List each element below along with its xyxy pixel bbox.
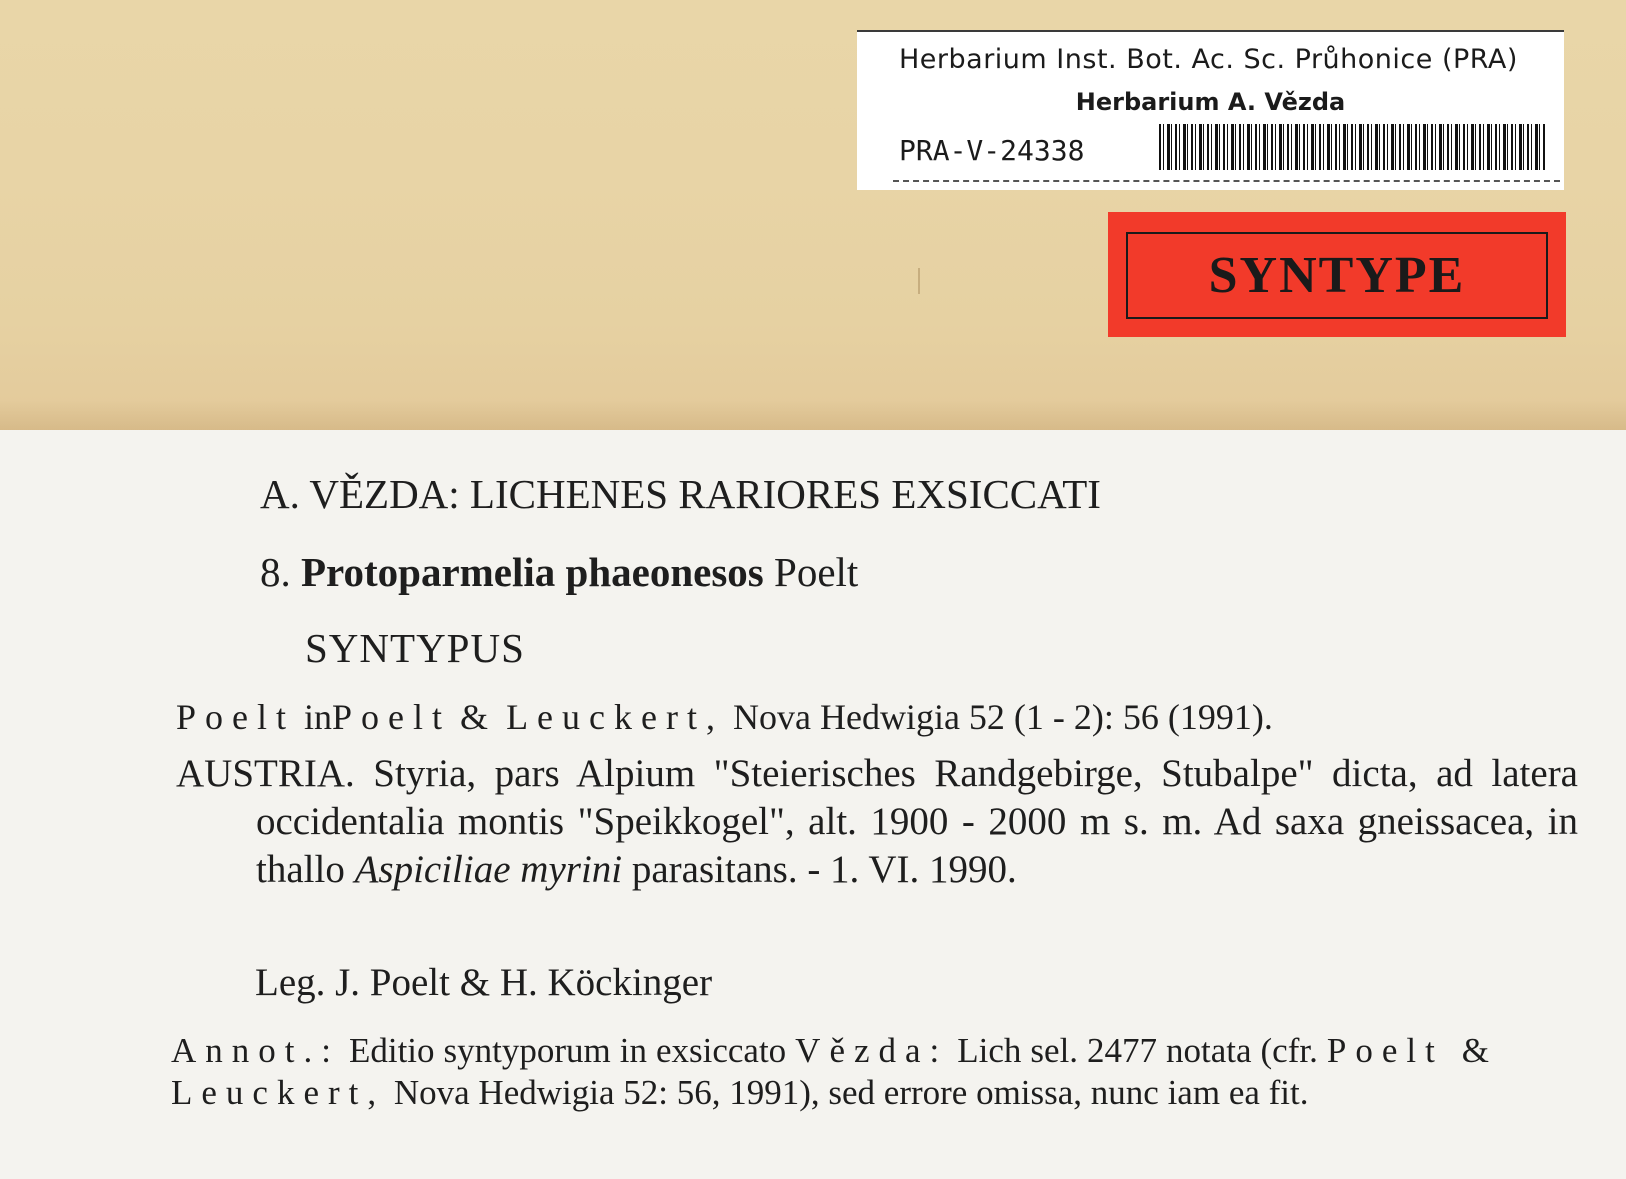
annotation-label: Annot.:	[171, 1031, 340, 1070]
citation	[176, 696, 1273, 738]
citation-in: in	[304, 697, 333, 737]
specimen-id: PRA-V-24338	[899, 134, 1085, 167]
envelope-shadow	[0, 400, 1626, 430]
locality-text	[176, 750, 1578, 894]
annotation	[171, 1030, 1498, 1114]
barcode	[1159, 124, 1547, 170]
species-author: Poelt	[774, 549, 859, 595]
syntype-stamp	[1108, 212, 1566, 337]
species-line	[260, 548, 858, 596]
locality-part2: parasitans. - 1. VI. 1990.	[631, 848, 1017, 891]
series-title: A. VĚZDA: LICHENES RARIORES EXSICCATI	[260, 471, 1101, 517]
stamp-border	[1126, 232, 1548, 319]
annotation-text1: Editio syntyporum in exsiccato	[348, 1031, 787, 1070]
herbarium-name: Herbarium A. Vězda	[1075, 88, 1346, 116]
citation-author3: Leuckert,	[506, 697, 724, 737]
annotation-authors: Poelt & Leuckert,	[171, 1031, 1499, 1112]
type-status: SYNTYPUS	[305, 625, 525, 671]
citation-ampersand: &	[460, 697, 498, 737]
annotation-text3: Nova Hedwigia 52: 56, 1991), sed errore omissa, nunc iam ea fit.	[393, 1073, 1309, 1112]
citation-reference: Nova Hedwigia 52 (1 - 2): 56 (1991).	[732, 697, 1273, 737]
paper-crease	[918, 268, 920, 294]
cut-line	[893, 180, 1560, 182]
collector-line: Leg. J. Poelt & H. Köckinger	[255, 961, 713, 1004]
locality-part1: AUSTRIA. Styria, pars Alpium "Steierisches Randgebirge, Stubalpe" dicta, ad latera occidentalia montis "Speikkogel", alt. 1900 - 2000 m s. m. Ad saxa gneissacea, in thallo	[176, 752, 1578, 891]
institution-name: Herbarium Inst. Bot. Ac. Sc. Průhonice (PRA)	[899, 44, 1518, 75]
annotation-text2: Lich sel. 2477 notata (cfr.	[957, 1031, 1318, 1070]
species-name: Protoparmelia phaeonesos	[301, 549, 764, 595]
citation-author2: Poelt	[332, 697, 452, 737]
citation-author: Poelt	[176, 697, 296, 737]
annotation-exsiccata: Vězda:	[795, 1031, 949, 1070]
stamp-text: SYNTYPE	[1208, 247, 1466, 304]
exsiccata-number: 8.	[260, 549, 291, 595]
host-lichen: Aspiciliae myrini	[354, 848, 623, 891]
herbarium-label	[857, 30, 1564, 190]
